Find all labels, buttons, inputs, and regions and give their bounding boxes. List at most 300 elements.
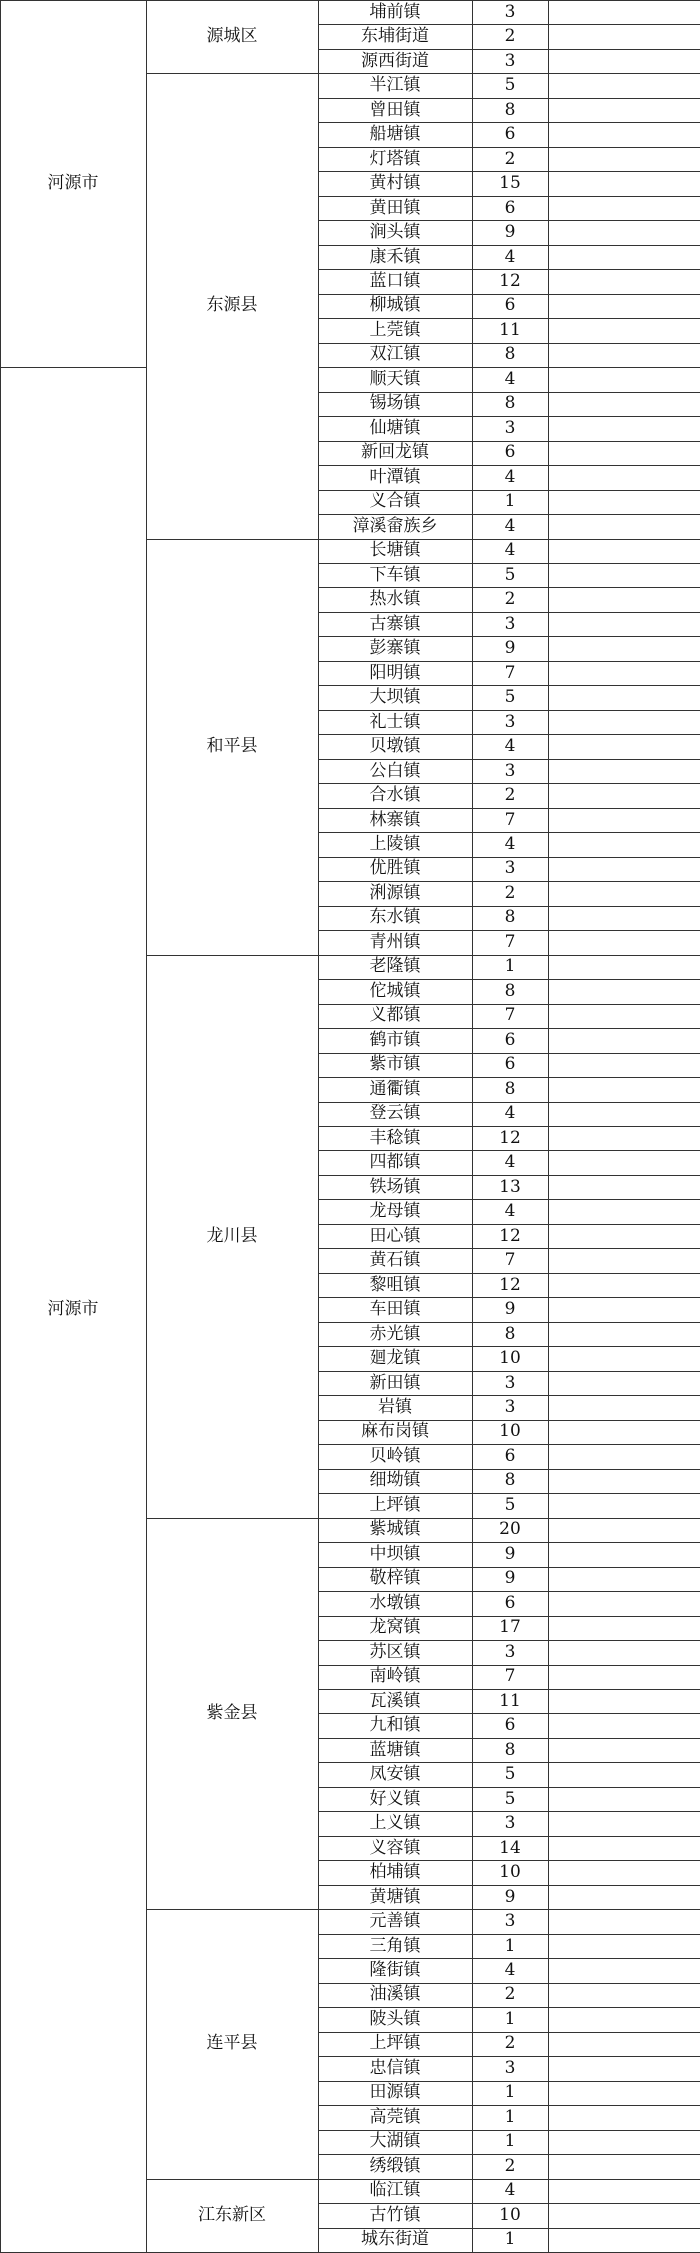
- grid-hline: [318, 2203, 700, 2204]
- town-name: 新田镇: [318, 1371, 472, 1395]
- town-count: 2: [472, 881, 548, 905]
- town-name: 高莞镇: [318, 2105, 472, 2129]
- blank-cell: [548, 490, 700, 514]
- blank-cell: [548, 1689, 700, 1713]
- grid-hline: [318, 1004, 700, 1005]
- town-count: 1: [472, 2105, 548, 2129]
- district-cell: 连平县: [146, 1909, 318, 2178]
- grid-hline: [318, 1420, 700, 1421]
- grid-hline: [318, 441, 700, 442]
- town-name: 长塘镇: [318, 539, 472, 563]
- town-name: 龙母镇: [318, 1199, 472, 1223]
- grid-hline: [318, 171, 700, 172]
- district-cell: 源城区: [146, 0, 318, 73]
- town-name: 苏区镇: [318, 1640, 472, 1664]
- blank-cell: [548, 636, 700, 660]
- city-cell: 河源市: [0, 0, 146, 367]
- town-count: 7: [472, 661, 548, 685]
- grid-vline: [146, 0, 147, 2252]
- town-count: 5: [472, 1787, 548, 1811]
- blank-cell: [548, 2228, 700, 2252]
- blank-cell: [548, 294, 700, 318]
- grid-hline: [318, 1346, 700, 1347]
- grid-hline: [146, 955, 319, 956]
- blank-cell: [548, 710, 700, 734]
- blank-cell: [548, 367, 700, 391]
- blank-cell: [548, 1322, 700, 1346]
- grid-hline: [318, 1175, 700, 1176]
- town-name: 三角镇: [318, 1934, 472, 1958]
- town-name: 中坝镇: [318, 1542, 472, 1566]
- blank-cell: [548, 1591, 700, 1615]
- town-name: 廻龙镇: [318, 1346, 472, 1370]
- town-count: 7: [472, 1248, 548, 1272]
- blank-cell: [548, 930, 700, 954]
- grid-hline: [318, 1518, 700, 1519]
- blank-cell: [548, 1787, 700, 1811]
- grid-hline: [318, 1542, 700, 1543]
- town-count: 5: [472, 1762, 548, 1786]
- blank-cell: [548, 98, 700, 122]
- town-count: 1: [472, 2228, 548, 2252]
- town-name: 阳明镇: [318, 661, 472, 685]
- grid-hline: [318, 343, 700, 344]
- grid-hline: [146, 2179, 319, 2180]
- blank-cell: [548, 857, 700, 881]
- blank-cell: [548, 1909, 700, 1933]
- grid-hline: [318, 220, 700, 221]
- grid-hline: [318, 857, 700, 858]
- town-count: 3: [472, 1909, 548, 1933]
- blank-cell: [548, 734, 700, 758]
- town-name: 贝墩镇: [318, 734, 472, 758]
- blank-cell: [548, 808, 700, 832]
- town-count: 3: [472, 612, 548, 636]
- town-name: 黄田镇: [318, 196, 472, 220]
- blank-cell: [548, 539, 700, 563]
- town-name: 绣缎镇: [318, 2154, 472, 2178]
- grid-hline: [318, 1934, 700, 1935]
- blank-cell: [548, 441, 700, 465]
- blank-cell: [548, 1860, 700, 1884]
- grid-hline: [318, 1395, 700, 1396]
- grid-hline: [318, 1077, 700, 1078]
- grid-hline: [318, 587, 700, 588]
- grid-vline: [318, 0, 319, 2252]
- town-name: 敬梓镇: [318, 1567, 472, 1591]
- town-count: 3: [472, 710, 548, 734]
- town-count: 8: [472, 1077, 548, 1101]
- town-name: 通衢镇: [318, 1077, 472, 1101]
- town-count: 2: [472, 2032, 548, 2056]
- blank-cell: [548, 563, 700, 587]
- town-count: 9: [472, 636, 548, 660]
- district-cell: 江东新区: [146, 2179, 318, 2252]
- blank-cell: [548, 1469, 700, 1493]
- town-count: 10: [472, 1860, 548, 1884]
- town-name: 义都镇: [318, 1004, 472, 1028]
- town-name: 车田镇: [318, 1297, 472, 1321]
- blank-cell: [548, 1004, 700, 1028]
- town-name: 新回龙镇: [318, 441, 472, 465]
- blank-cell: [548, 392, 700, 416]
- grid-hline: [318, 24, 700, 25]
- grid-hline: [318, 294, 700, 295]
- town-name: 康禾镇: [318, 245, 472, 269]
- town-count: 9: [472, 220, 548, 244]
- town-name: 黄村镇: [318, 171, 472, 195]
- town-name: 佗城镇: [318, 979, 472, 1003]
- blank-cell: [548, 832, 700, 856]
- town-name: 柏埔镇: [318, 1860, 472, 1884]
- town-count: 2: [472, 587, 548, 611]
- grid-hline: [318, 979, 700, 980]
- town-count: 6: [472, 1028, 548, 1052]
- town-count: 1: [472, 490, 548, 514]
- town-count: 3: [472, 1640, 548, 1664]
- town-count: 8: [472, 98, 548, 122]
- blank-cell: [548, 1395, 700, 1419]
- town-count: 6: [472, 441, 548, 465]
- town-name: 合水镇: [318, 783, 472, 807]
- grid-hline: [318, 2032, 700, 2033]
- town-name: 临江镇: [318, 2179, 472, 2203]
- town-count: 1: [472, 2081, 548, 2105]
- town-count: 8: [472, 1738, 548, 1762]
- town-name: 铁场镇: [318, 1175, 472, 1199]
- blank-cell: [548, 685, 700, 709]
- blank-cell: [548, 1224, 700, 1248]
- town-count: 15: [472, 171, 548, 195]
- grid-hline: [318, 1199, 700, 1200]
- town-count: 8: [472, 392, 548, 416]
- town-name: 林寨镇: [318, 808, 472, 832]
- grid-hline: [318, 661, 700, 662]
- blank-cell: [548, 2081, 700, 2105]
- grid-hline: [318, 832, 700, 833]
- town-name: 忠信镇: [318, 2056, 472, 2080]
- town-name: 龙窝镇: [318, 1616, 472, 1640]
- town-name: 曾田镇: [318, 98, 472, 122]
- grid-hline: [318, 636, 700, 637]
- grid-hline: [318, 1983, 700, 1984]
- town-count: 9: [472, 1885, 548, 1909]
- town-name: 漳溪畲族乡: [318, 514, 472, 538]
- blank-cell: [548, 2179, 700, 2203]
- grid-hline: [318, 1689, 700, 1690]
- grid-hline: [318, 955, 700, 956]
- blank-cell: [548, 2007, 700, 2031]
- blank-cell: [548, 24, 700, 48]
- town-name: 东埔街道: [318, 24, 472, 48]
- town-name: 古竹镇: [318, 2203, 472, 2227]
- town-count: 3: [472, 1371, 548, 1395]
- town-name: 九和镇: [318, 1713, 472, 1737]
- town-count: 9: [472, 1567, 548, 1591]
- town-name: 公白镇: [318, 759, 472, 783]
- town-count: 4: [472, 734, 548, 758]
- grid-hline: [318, 1811, 700, 1812]
- grid-hline: [318, 906, 700, 907]
- grid-hline: [318, 612, 700, 613]
- blank-cell: [548, 1077, 700, 1101]
- town-count: 5: [472, 563, 548, 587]
- grid-hline: [318, 1567, 700, 1568]
- grid-hline: [318, 759, 700, 760]
- district-cell: 和平县: [146, 539, 318, 955]
- blank-cell: [548, 1493, 700, 1517]
- grid-hline: [318, 1640, 700, 1641]
- grid-hline: [146, 1518, 319, 1519]
- district-cell: 东源县: [146, 73, 318, 538]
- blank-cell: [548, 1811, 700, 1835]
- town-name: 四都镇: [318, 1150, 472, 1174]
- town-name: 优胜镇: [318, 857, 472, 881]
- town-name: 大湖镇: [318, 2130, 472, 2154]
- grid-hline: [318, 122, 700, 123]
- blank-cell: [548, 1371, 700, 1395]
- town-count: 10: [472, 1346, 548, 1370]
- blank-cell: [548, 612, 700, 636]
- town-name: 蓝口镇: [318, 269, 472, 293]
- town-count: 4: [472, 1150, 548, 1174]
- town-count: 10: [472, 1420, 548, 1444]
- grid-hline: [0, 0, 147, 1]
- blank-cell: [548, 1102, 700, 1126]
- town-name: 礼士镇: [318, 710, 472, 734]
- blank-cell: [548, 1665, 700, 1689]
- town-name: 双江镇: [318, 343, 472, 367]
- town-count: 5: [472, 685, 548, 709]
- town-count: 7: [472, 1665, 548, 1689]
- town-count: 2: [472, 24, 548, 48]
- blank-cell: [548, 955, 700, 979]
- grid-hline: [318, 465, 700, 466]
- town-count: 14: [472, 1836, 548, 1860]
- town-count: 2: [472, 2154, 548, 2178]
- town-count: 3: [472, 49, 548, 73]
- blank-cell: [548, 2130, 700, 2154]
- blank-cell: [548, 2203, 700, 2227]
- town-count: 4: [472, 2179, 548, 2203]
- blank-cell: [548, 1199, 700, 1223]
- grid-hline: [318, 269, 700, 270]
- blank-cell: [548, 759, 700, 783]
- town-name: 下车镇: [318, 563, 472, 587]
- town-count: 4: [472, 514, 548, 538]
- blank-cell: [548, 1053, 700, 1077]
- town-name: 源西街道: [318, 49, 472, 73]
- blank-cell: [548, 2032, 700, 2056]
- town-name: 细坳镇: [318, 1469, 472, 1493]
- grid-hline: [318, 416, 700, 417]
- town-name: 埔前镇: [318, 0, 472, 24]
- town-count: 4: [472, 367, 548, 391]
- grid-hline: [318, 147, 700, 148]
- town-count: 6: [472, 1053, 548, 1077]
- town-count: 6: [472, 1713, 548, 1737]
- grid-hline: [318, 2154, 700, 2155]
- grid-hline: [318, 1665, 700, 1666]
- town-count: 2: [472, 147, 548, 171]
- blank-cell: [548, 1958, 700, 1982]
- town-name: 上坪镇: [318, 2032, 472, 2056]
- grid-hline: [318, 2056, 700, 2057]
- town-count: 4: [472, 1199, 548, 1223]
- town-count: 5: [472, 1493, 548, 1517]
- town-count: 11: [472, 1689, 548, 1713]
- grid-hline: [146, 73, 319, 74]
- town-name: 锡场镇: [318, 392, 472, 416]
- blank-cell: [548, 1126, 700, 1150]
- town-count: 12: [472, 1273, 548, 1297]
- town-name: 黄塘镇: [318, 1885, 472, 1909]
- grid-hline: [318, 1591, 700, 1592]
- town-count: 4: [472, 1958, 548, 1982]
- town-count: 3: [472, 857, 548, 881]
- town-name: 东水镇: [318, 906, 472, 930]
- town-count: 3: [472, 0, 548, 24]
- town-count: 10: [472, 2203, 548, 2227]
- town-name: 半江镇: [318, 73, 472, 97]
- grid-hline: [318, 1248, 700, 1249]
- town-name: 紫市镇: [318, 1053, 472, 1077]
- blank-cell: [548, 1542, 700, 1566]
- town-count: 12: [472, 269, 548, 293]
- grid-hline: [318, 490, 700, 491]
- blank-cell: [548, 73, 700, 97]
- town-count: 8: [472, 1469, 548, 1493]
- town-count: 12: [472, 1126, 548, 1150]
- grid-hline: [318, 2130, 700, 2131]
- grid-hline: [318, 1102, 700, 1103]
- blank-cell: [548, 171, 700, 195]
- town-name: 田源镇: [318, 2081, 472, 2105]
- grid-hline: [318, 196, 700, 197]
- grid-hline: [318, 367, 700, 368]
- grid-hline: [318, 1224, 700, 1225]
- blank-cell: [548, 269, 700, 293]
- town-count: 17: [472, 1616, 548, 1640]
- town-count: 7: [472, 808, 548, 832]
- town-name: 鹤市镇: [318, 1028, 472, 1052]
- town-name: 老隆镇: [318, 955, 472, 979]
- town-count: 4: [472, 539, 548, 563]
- town-count: 1: [472, 1934, 548, 1958]
- town-name: 油溪镇: [318, 1983, 472, 2007]
- grid-hline: [318, 1371, 700, 1372]
- town-name: 南岭镇: [318, 1665, 472, 1689]
- town-name: 上莞镇: [318, 318, 472, 342]
- town-name: 蓝塘镇: [318, 1738, 472, 1762]
- grid-hline: [318, 1762, 700, 1763]
- blank-cell: [548, 465, 700, 489]
- town-count: 2: [472, 1983, 548, 2007]
- town-count: 5: [472, 73, 548, 97]
- blank-cell: [548, 1028, 700, 1052]
- town-count: 3: [472, 759, 548, 783]
- town-count: 7: [472, 1004, 548, 1028]
- town-count: 8: [472, 979, 548, 1003]
- grid-hline: [318, 0, 700, 1]
- grid-hline: [318, 1958, 700, 1959]
- town-name: 好义镇: [318, 1787, 472, 1811]
- town-count: 8: [472, 906, 548, 930]
- town-name: 凤安镇: [318, 1762, 472, 1786]
- grid-hline: [146, 1909, 319, 1910]
- blank-cell: [548, 49, 700, 73]
- grid-hline: [318, 1493, 700, 1494]
- blank-cell: [548, 1273, 700, 1297]
- grid-hline: [318, 734, 700, 735]
- town-name: 贝岭镇: [318, 1444, 472, 1468]
- blank-cell: [548, 1518, 700, 1542]
- town-name: 上义镇: [318, 1811, 472, 1835]
- grid-hline: [318, 1713, 700, 1714]
- blank-cell: [548, 1248, 700, 1272]
- town-name: 顺天镇: [318, 367, 472, 391]
- town-name: 登云镇: [318, 1102, 472, 1126]
- blank-cell: [548, 1567, 700, 1591]
- town-name: 柳城镇: [318, 294, 472, 318]
- town-count: 9: [472, 1542, 548, 1566]
- grid-hline: [318, 1273, 700, 1274]
- town-count: 7: [472, 930, 548, 954]
- town-count: 20: [472, 1518, 548, 1542]
- town-name: 陂头镇: [318, 2007, 472, 2031]
- blank-cell: [548, 343, 700, 367]
- grid-hline: [318, 710, 700, 711]
- town-name: 船塘镇: [318, 122, 472, 146]
- town-count: 4: [472, 832, 548, 856]
- town-name: 田心镇: [318, 1224, 472, 1248]
- grid-hline: [318, 2081, 700, 2082]
- blank-cell: [548, 906, 700, 930]
- town-count: 1: [472, 955, 548, 979]
- town-name: 水墩镇: [318, 1591, 472, 1615]
- blank-cell: [548, 122, 700, 146]
- blank-cell: [548, 587, 700, 611]
- blank-cell: [548, 2056, 700, 2080]
- town-count: 3: [472, 1395, 548, 1419]
- grid-hline: [318, 808, 700, 809]
- grid-hline: [318, 1909, 700, 1910]
- town-name: 隆街镇: [318, 1958, 472, 1982]
- grid-hline: [318, 563, 700, 564]
- blank-cell: [548, 881, 700, 905]
- blank-cell: [548, 1934, 700, 1958]
- town-count: 8: [472, 343, 548, 367]
- town-name: 灯塔镇: [318, 147, 472, 171]
- town-name: 城东街道: [318, 2228, 472, 2252]
- town-name: 上坪镇: [318, 1493, 472, 1517]
- grid-hline: [146, 539, 319, 540]
- blank-cell: [548, 1616, 700, 1640]
- grid-hline: [318, 2179, 700, 2180]
- grid-hline: [318, 2007, 700, 2008]
- grid-vline: [548, 0, 549, 2252]
- blank-cell: [548, 318, 700, 342]
- blank-cell: [548, 1346, 700, 1370]
- grid-hline: [146, 0, 319, 1]
- town-count: 2: [472, 783, 548, 807]
- grid-hline: [318, 392, 700, 393]
- blank-cell: [548, 783, 700, 807]
- city-cell: 河源市: [0, 367, 146, 2252]
- grid-hline: [318, 1885, 700, 1886]
- grid-hline: [318, 49, 700, 50]
- town-name: 叶潭镇: [318, 465, 472, 489]
